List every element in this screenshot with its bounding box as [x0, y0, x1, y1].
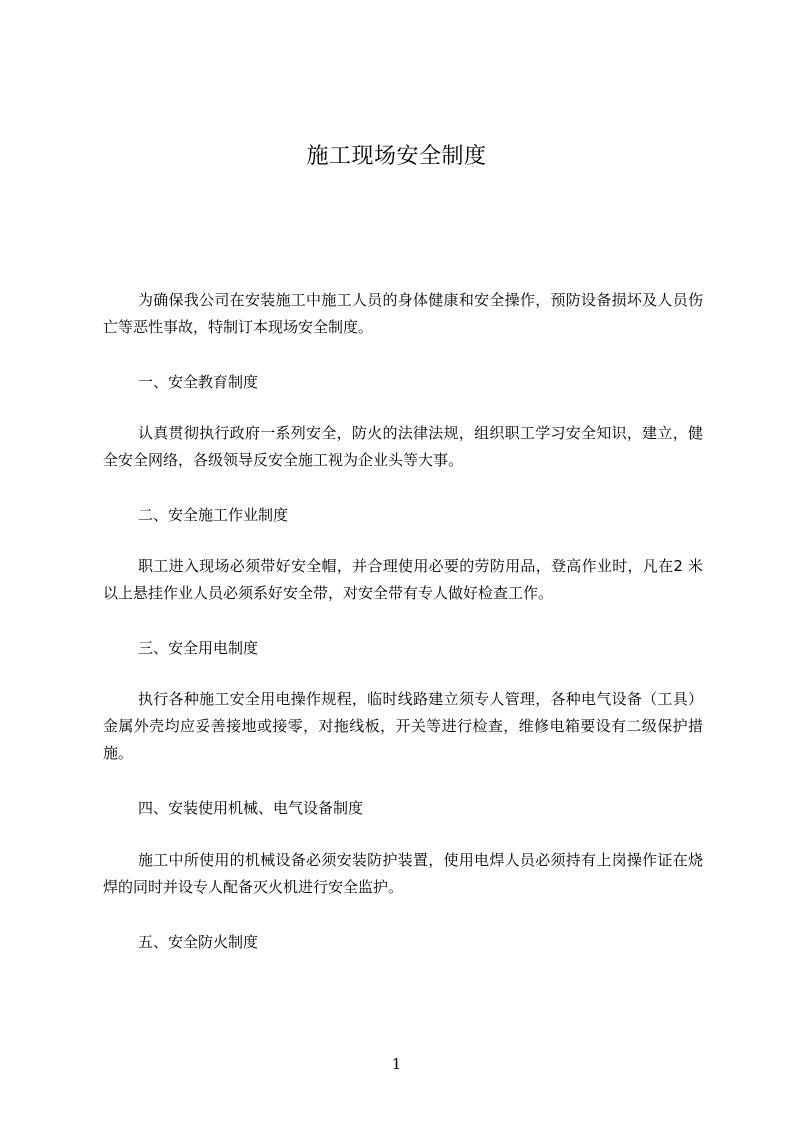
section-body-2: 职工进入现场必须带好安全帽，并合理使用必要的劳防用品，登高作业时，凡在2 米以上悬挂作业人员必须系好安全带，对安全带有专人做好检查工作。: [103, 557, 703, 602]
section-heading-2: 二、安全施工作业制度: [138, 506, 289, 524]
section-heading-1: 一、安全教育制度: [138, 373, 259, 391]
section-heading-3: 三、安全用电制度: [138, 639, 259, 657]
section-heading-5: 五、安全防火制度: [138, 933, 259, 951]
intro-paragraph: 为确保我公司在安装施工中施工人员的身体健康和安全操作，预防设备损坏及人员伤亡等恶性事故，特制订本现场安全制度。: [103, 291, 703, 336]
section-heading-4: 四、安装使用机械、电气设备制度: [138, 799, 364, 817]
section-body-4: 施工中所使用的机械设备必须安装防护装置，使用电焊人员必须持有上岗操作证在烧焊的同时并设专人配备灭火机进行安全监护。: [103, 851, 703, 896]
document-title: 施工现场安全制度: [306, 144, 487, 169]
section-body-3: 执行各种施工安全用电操作规程，临时线路建立须专人管理，各种电气设备（工具）金属外壳均应妥善接地或接零，对拖线板，开关等进行检查，维修电箱要设有二级保护措施。: [103, 690, 703, 762]
section-body-1: 认真贯彻执行政府一系列安全，防火的法律法规，组织职工学习安全知识，建立，健全安全网络，各级领导反安全施工视为企业头等大事。: [103, 424, 703, 469]
page-number: 1: [391, 1055, 402, 1073]
